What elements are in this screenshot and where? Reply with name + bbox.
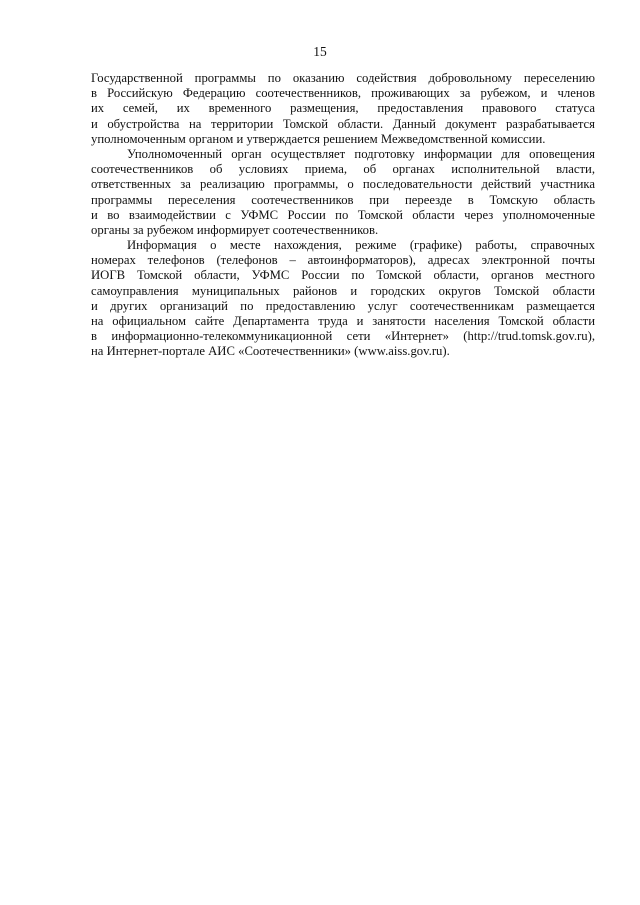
text-line: ИОГВ Томской области, УФМС России по Томской области, органов местного <box>91 268 595 283</box>
text-line: уполномоченным органом и утверждается решением Межведомственной комиссии. <box>91 131 546 146</box>
paragraph <box>91 238 595 360</box>
paragraph <box>91 147 595 238</box>
text-line: в Российскую Федерацию соотечественников, проживающих за рубежом, и членов <box>91 86 595 101</box>
text-line: на официальном сайте Департамента труда и занятости населения Томской области <box>91 314 595 328</box>
text-line: программы переселения соотечественников при переезде в Томскую область <box>91 192 595 207</box>
text-line: и обустройства на территории Томской области. Данный документ разрабатывается <box>91 116 595 131</box>
text-line: и других организаций по предоставлению услуг соотечественникам размещается <box>91 298 595 313</box>
text-line: Государственной программы по оказанию содействия добровольному переселению <box>91 71 595 85</box>
text-line: в информационно-телекоммуникационной сети «Интернет» (http://trud.tomsk.gov.ru), <box>91 329 595 344</box>
text-line: Информация о месте нахождения, режиме (графике) работы, справочных <box>127 238 595 253</box>
page-number: 15 <box>313 44 327 59</box>
text-line: органы за рубежом информирует соотечественников. <box>91 222 379 237</box>
text-line: номерах телефонов (телефонов – автоинформаторов), адресах электронной почты <box>91 253 595 268</box>
document-body <box>91 71 595 360</box>
text-line: и во взаимодействии с УФМС России по Томской области через уполномоченные <box>91 207 595 222</box>
text-line: на Интернет-портале АИС «Соотечественники» (www.aiss.gov.ru). <box>91 344 450 359</box>
text-line: Уполномоченный орган осуществляет подготовку информации для оповещения <box>127 146 595 161</box>
paragraph <box>91 71 595 147</box>
text-line: их семей, их временного размещения, предоставления правового статуса <box>91 101 595 116</box>
text-line: ответственных за реализацию программы, о последовательности действий участника <box>91 177 595 192</box>
text-line: самоуправления муниципальных районов и городских округов Томской области <box>91 283 595 298</box>
text-line: соотечественников об условиях приема, об органах исполнительной власти, <box>91 162 595 177</box>
